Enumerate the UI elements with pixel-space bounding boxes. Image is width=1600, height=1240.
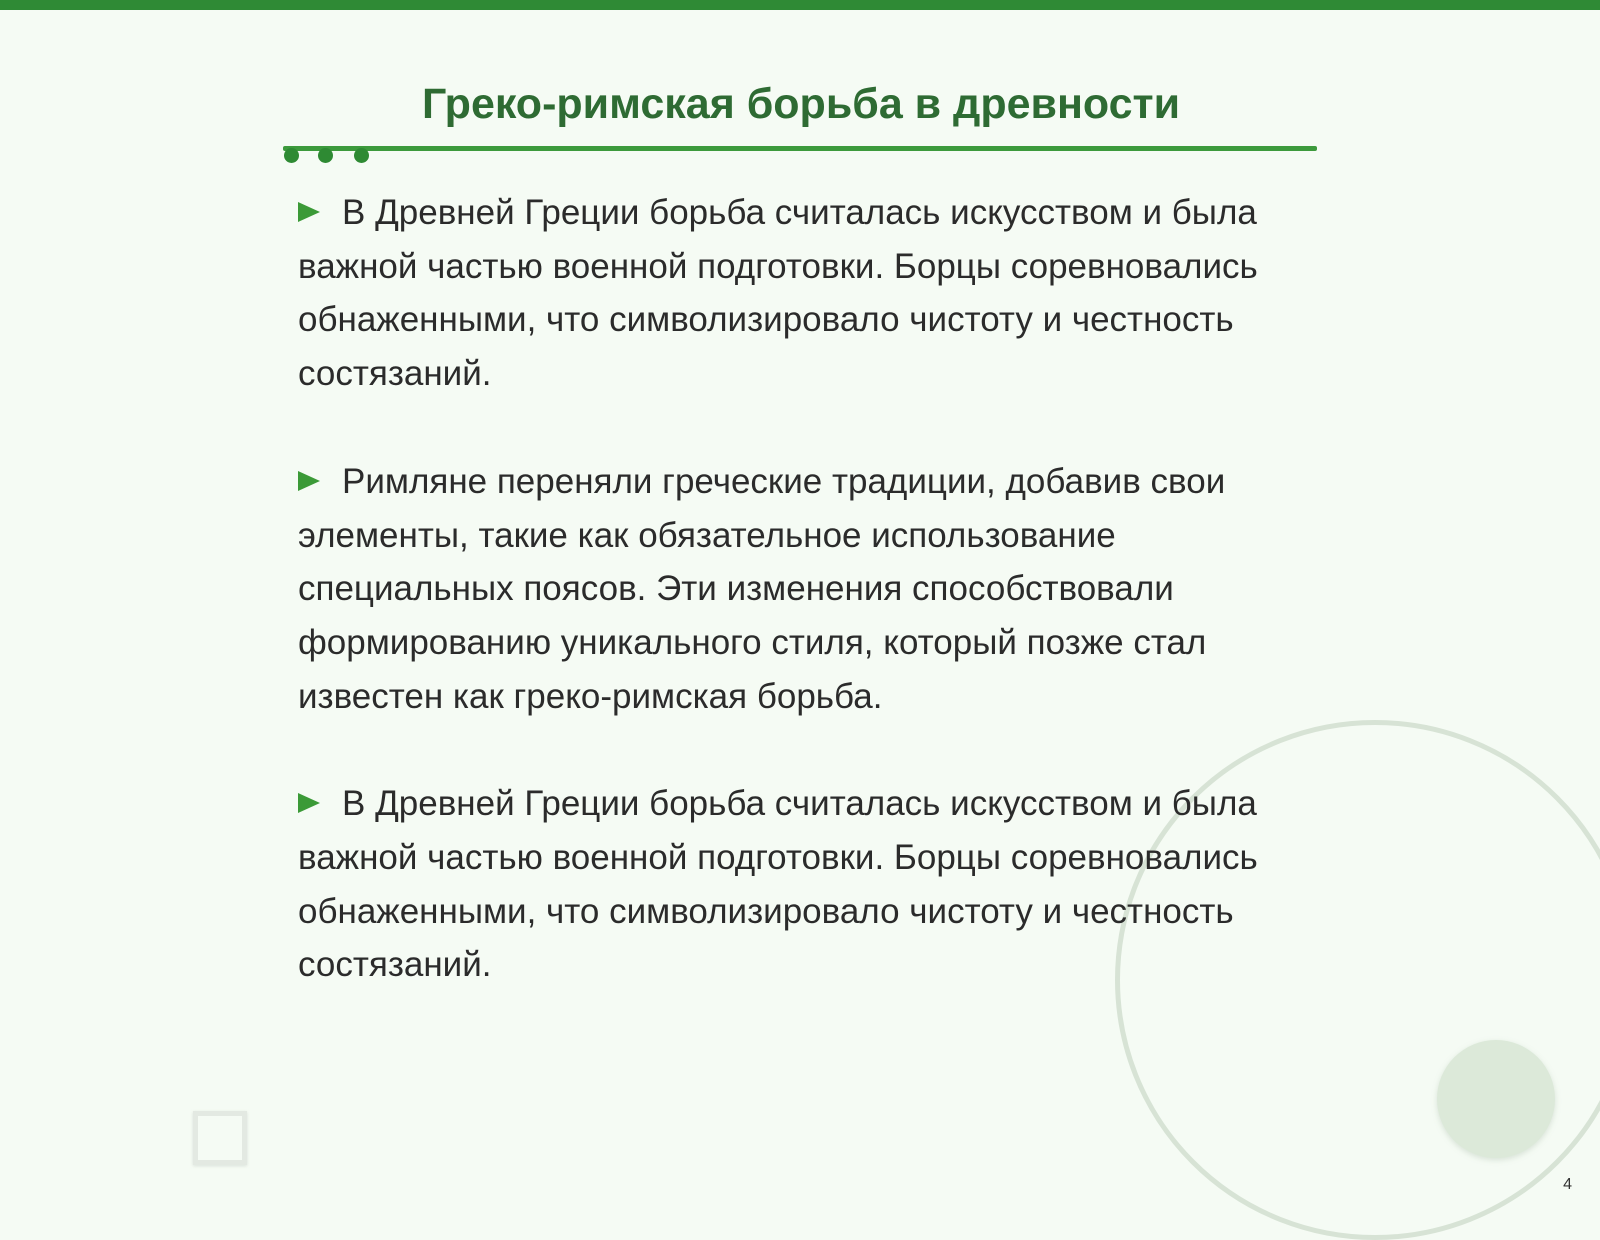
bullet-item [298,455,1308,724]
bullet-list [298,186,1308,1046]
triangle-right-icon [298,471,320,491]
underline-dot [284,148,299,163]
underline-dot [318,148,333,163]
title-underline [283,146,1317,151]
decorative-circle [1437,1040,1555,1158]
underline-dot [354,148,369,163]
triangle-right-icon [298,202,320,222]
top-accent-bar [0,0,1600,10]
bullet-text: Римляне переняли греческие традиции, добавив свои элементы, такие как обязательное использование специальных поясов. Эти изменения способствовали формированию уникального стиля, который позже стал известен как греко-римская борьба. [298,461,1226,716]
bullet-item [298,777,1308,992]
bullet-item [298,186,1308,401]
bullet-text: В Древней Греции борьба считалась искусством и была важной частью военной подготовки. Борцы соревновались обнаженными, что символизировало чистоту и честность состязаний. [298,784,1258,985]
decorative-square [193,1111,247,1165]
triangle-right-icon [298,793,320,813]
bullet-text: В Древней Греции борьба считалась искусством и была важной частью военной подготовки. Борцы соревновались обнаженными, что символизировало чистоту и честность состязаний. [298,193,1258,394]
slide-title: Греко-римская борьба в древности [421,80,1181,128]
page-number: 4 [1563,1176,1572,1193]
